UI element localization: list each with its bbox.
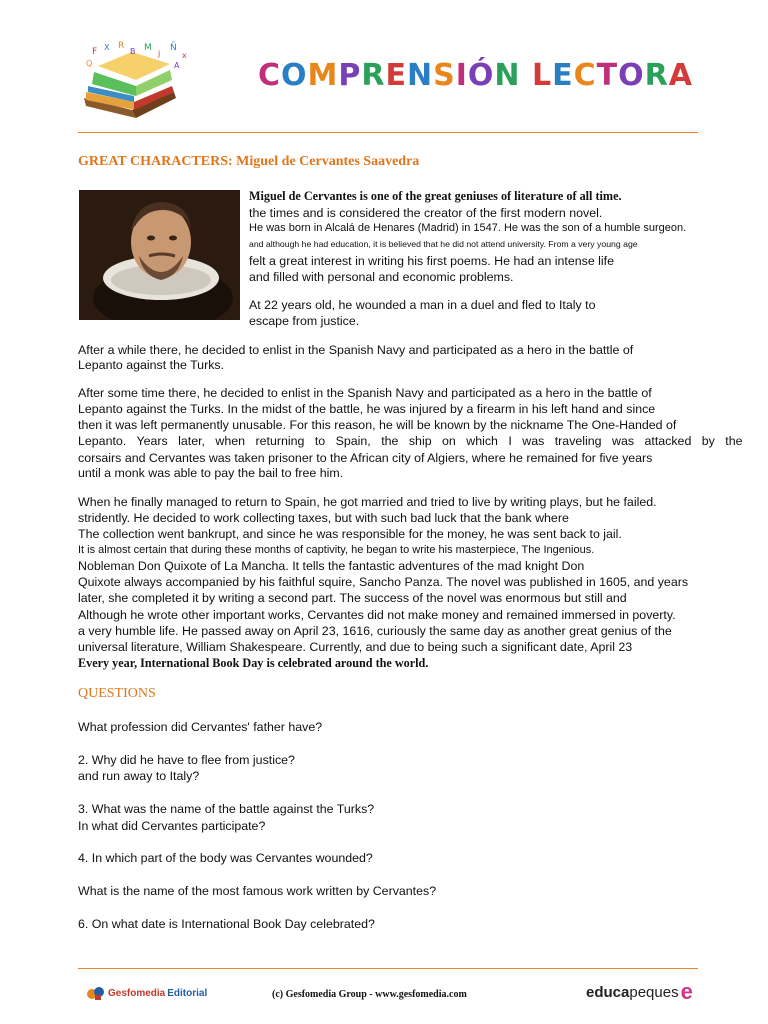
title-letter: R [361, 58, 386, 93]
title-letter: N [494, 58, 521, 93]
gesfomedia-logo [86, 985, 207, 1001]
svg-text:Q: Q [86, 59, 93, 68]
title-letter [521, 58, 532, 93]
paragraph-line: Although he wrote other important works, Cervantes did not make money and remained immersed in poverty. [78, 608, 676, 622]
educa-text: educa [586, 983, 630, 1001]
brand-suffix: Editorial [167, 987, 208, 999]
intro-line: At 22 years old, he wounded a man in a duel and fled to Italy to [249, 298, 596, 312]
paragraph-line: After some time there, he decided to enlist in the Spanish Navy and participated as a hero in the battle of [78, 386, 652, 400]
intro-line: felt a great interest in writing his first poems. He had an intense life [249, 254, 615, 268]
title-letter: C [573, 58, 597, 93]
brand-name: Gesfomedia [108, 987, 166, 999]
title-letter: M [307, 58, 339, 93]
paragraph-line: After a while there, he decided to enlist in the Spanish Navy and participated as a hero in the battle of [78, 343, 634, 357]
title-letter: O [618, 58, 645, 93]
gesfomedia-mark-icon [86, 985, 106, 1001]
question-item: 6. On what date is International Book Day celebrated? [78, 917, 375, 931]
title-letter: Ó [467, 58, 495, 93]
paragraph-line: The collection went bankrupt, and since he was responsible for the money, he was sent back to jail. [78, 527, 622, 541]
paragraph-line: It is almost certain that during these months of captivity, he began to write his masterpiece, The Ingenious. [78, 544, 595, 556]
svg-text:F: F [92, 47, 98, 57]
article-heading: GREAT CHARACTERS: Miguel de Cervantes Saavedra [78, 154, 420, 169]
books-logo [78, 40, 196, 124]
header-divider [78, 132, 698, 133]
footer-divider [78, 968, 698, 969]
title-letter: E [385, 58, 408, 93]
educapeques-logo [586, 979, 693, 1004]
question-item: 3. What was the name of the battle against the Turks? [78, 802, 375, 816]
question-item: and run away to Italy? [78, 769, 200, 783]
paragraph-line: later, she completed it by writing a second part. The success of the novel was enormous but still and [78, 591, 627, 605]
paragraph-line: Lepanto against the Turks. In the midst of the battle, he was injured by a firearm in his left hand and since [78, 402, 656, 416]
title-letter: R [644, 58, 669, 93]
questions-heading: QUESTIONS [78, 686, 156, 701]
paragraph-line: Quixote always accompanied by his faithful squire, Sancho Panza. The novel was published in 1605, and years [78, 575, 689, 589]
paragraph-line: universal literature, William Shakespeare. Currently, and due to being such a significant date, April 23 [78, 640, 633, 654]
paragraph-line: a very humble life. He passed away on April 23, 1616, curiously the same day as another great genius of the [78, 624, 672, 638]
question-item: What is the name of the most famous work written by Cervantes? [78, 884, 437, 898]
intro-line: and filled with personal and economic problems. [249, 270, 514, 284]
page-title [258, 58, 693, 93]
paragraph-line: Nobleman Don Quixote of La Mancha. It tells the fantastic adventures of the mad knight Don [78, 559, 585, 573]
peques-text: peques [629, 983, 679, 1001]
paragraph-line: corsairs and Cervantes was taken prisoner to the African city of Algiers, where he remained for five years [78, 451, 653, 465]
intro-line: escape from justice. [249, 314, 360, 328]
title-letter: O [281, 58, 308, 93]
title-letter: L [531, 58, 553, 93]
educapeques-e-icon: e [680, 979, 693, 1004]
paragraph-line: stridently. He decided to work collecting taxes, but with such bad luck that the bank where [78, 511, 569, 525]
intro-line: and although he had education, it is believed that he did not attend university. From a very young age [249, 239, 638, 249]
intro-line: He was born in Alcalá de Henares (Madrid) in 1547. He was the son of a humble surgeon. [249, 222, 687, 234]
question-item: 2. Why did he have to flee from justice? [78, 753, 295, 767]
title-letter: I [455, 58, 468, 93]
question-item: 4. In which part of the body was Cervantes wounded? [78, 851, 373, 865]
title-letter: E [552, 58, 574, 93]
svg-text:Ñ: Ñ [170, 43, 177, 53]
title-letter: S [433, 58, 456, 93]
paragraph-line: Lepanto against the Turks. [78, 358, 225, 372]
title-letter: T [596, 58, 619, 93]
intro-line: the times and is considered the creator of the first modern novel. [249, 206, 603, 220]
question-item: What profession did Cervantes' father have? [78, 720, 323, 734]
cervantes-portrait [79, 190, 240, 320]
intro-line: Miguel de Cervantes is one of the great geniuses of literature of all time. [249, 189, 622, 203]
paragraph-line: until a monk was able to pay the bail to free him. [78, 466, 344, 480]
paragraph-line: Lepanto. Years later, when returning to Spain, the ship on which I was traveling was attacked by the [78, 434, 743, 448]
title-letter: C [258, 58, 282, 93]
svg-text:X: X [104, 43, 110, 52]
svg-text:A: A [174, 61, 180, 70]
paragraph-line: Every year, International Book Day is celebrated around the world. [78, 656, 429, 670]
svg-text:M: M [144, 43, 152, 53]
title-letter: A [668, 58, 693, 93]
copyright-text: (c) Gesfomedia Group - www.gesfomedia.com [272, 989, 467, 1000]
title-letter: N [407, 58, 434, 93]
question-item: In what did Cervantes participate? [78, 819, 266, 833]
title-letter: P [338, 58, 362, 93]
svg-text:B: B [130, 47, 136, 56]
paragraph-line: When he finally managed to return to Spain, he got married and tried to live by writing plays, but he failed. [78, 495, 657, 509]
paragraph-line: then it was left permanently unusable. For this reason, he will be known by the nickname The One-Handed of [78, 418, 677, 432]
svg-text:x: x [182, 51, 187, 60]
svg-text:R: R [118, 41, 125, 51]
svg-text:j: j [158, 49, 161, 58]
